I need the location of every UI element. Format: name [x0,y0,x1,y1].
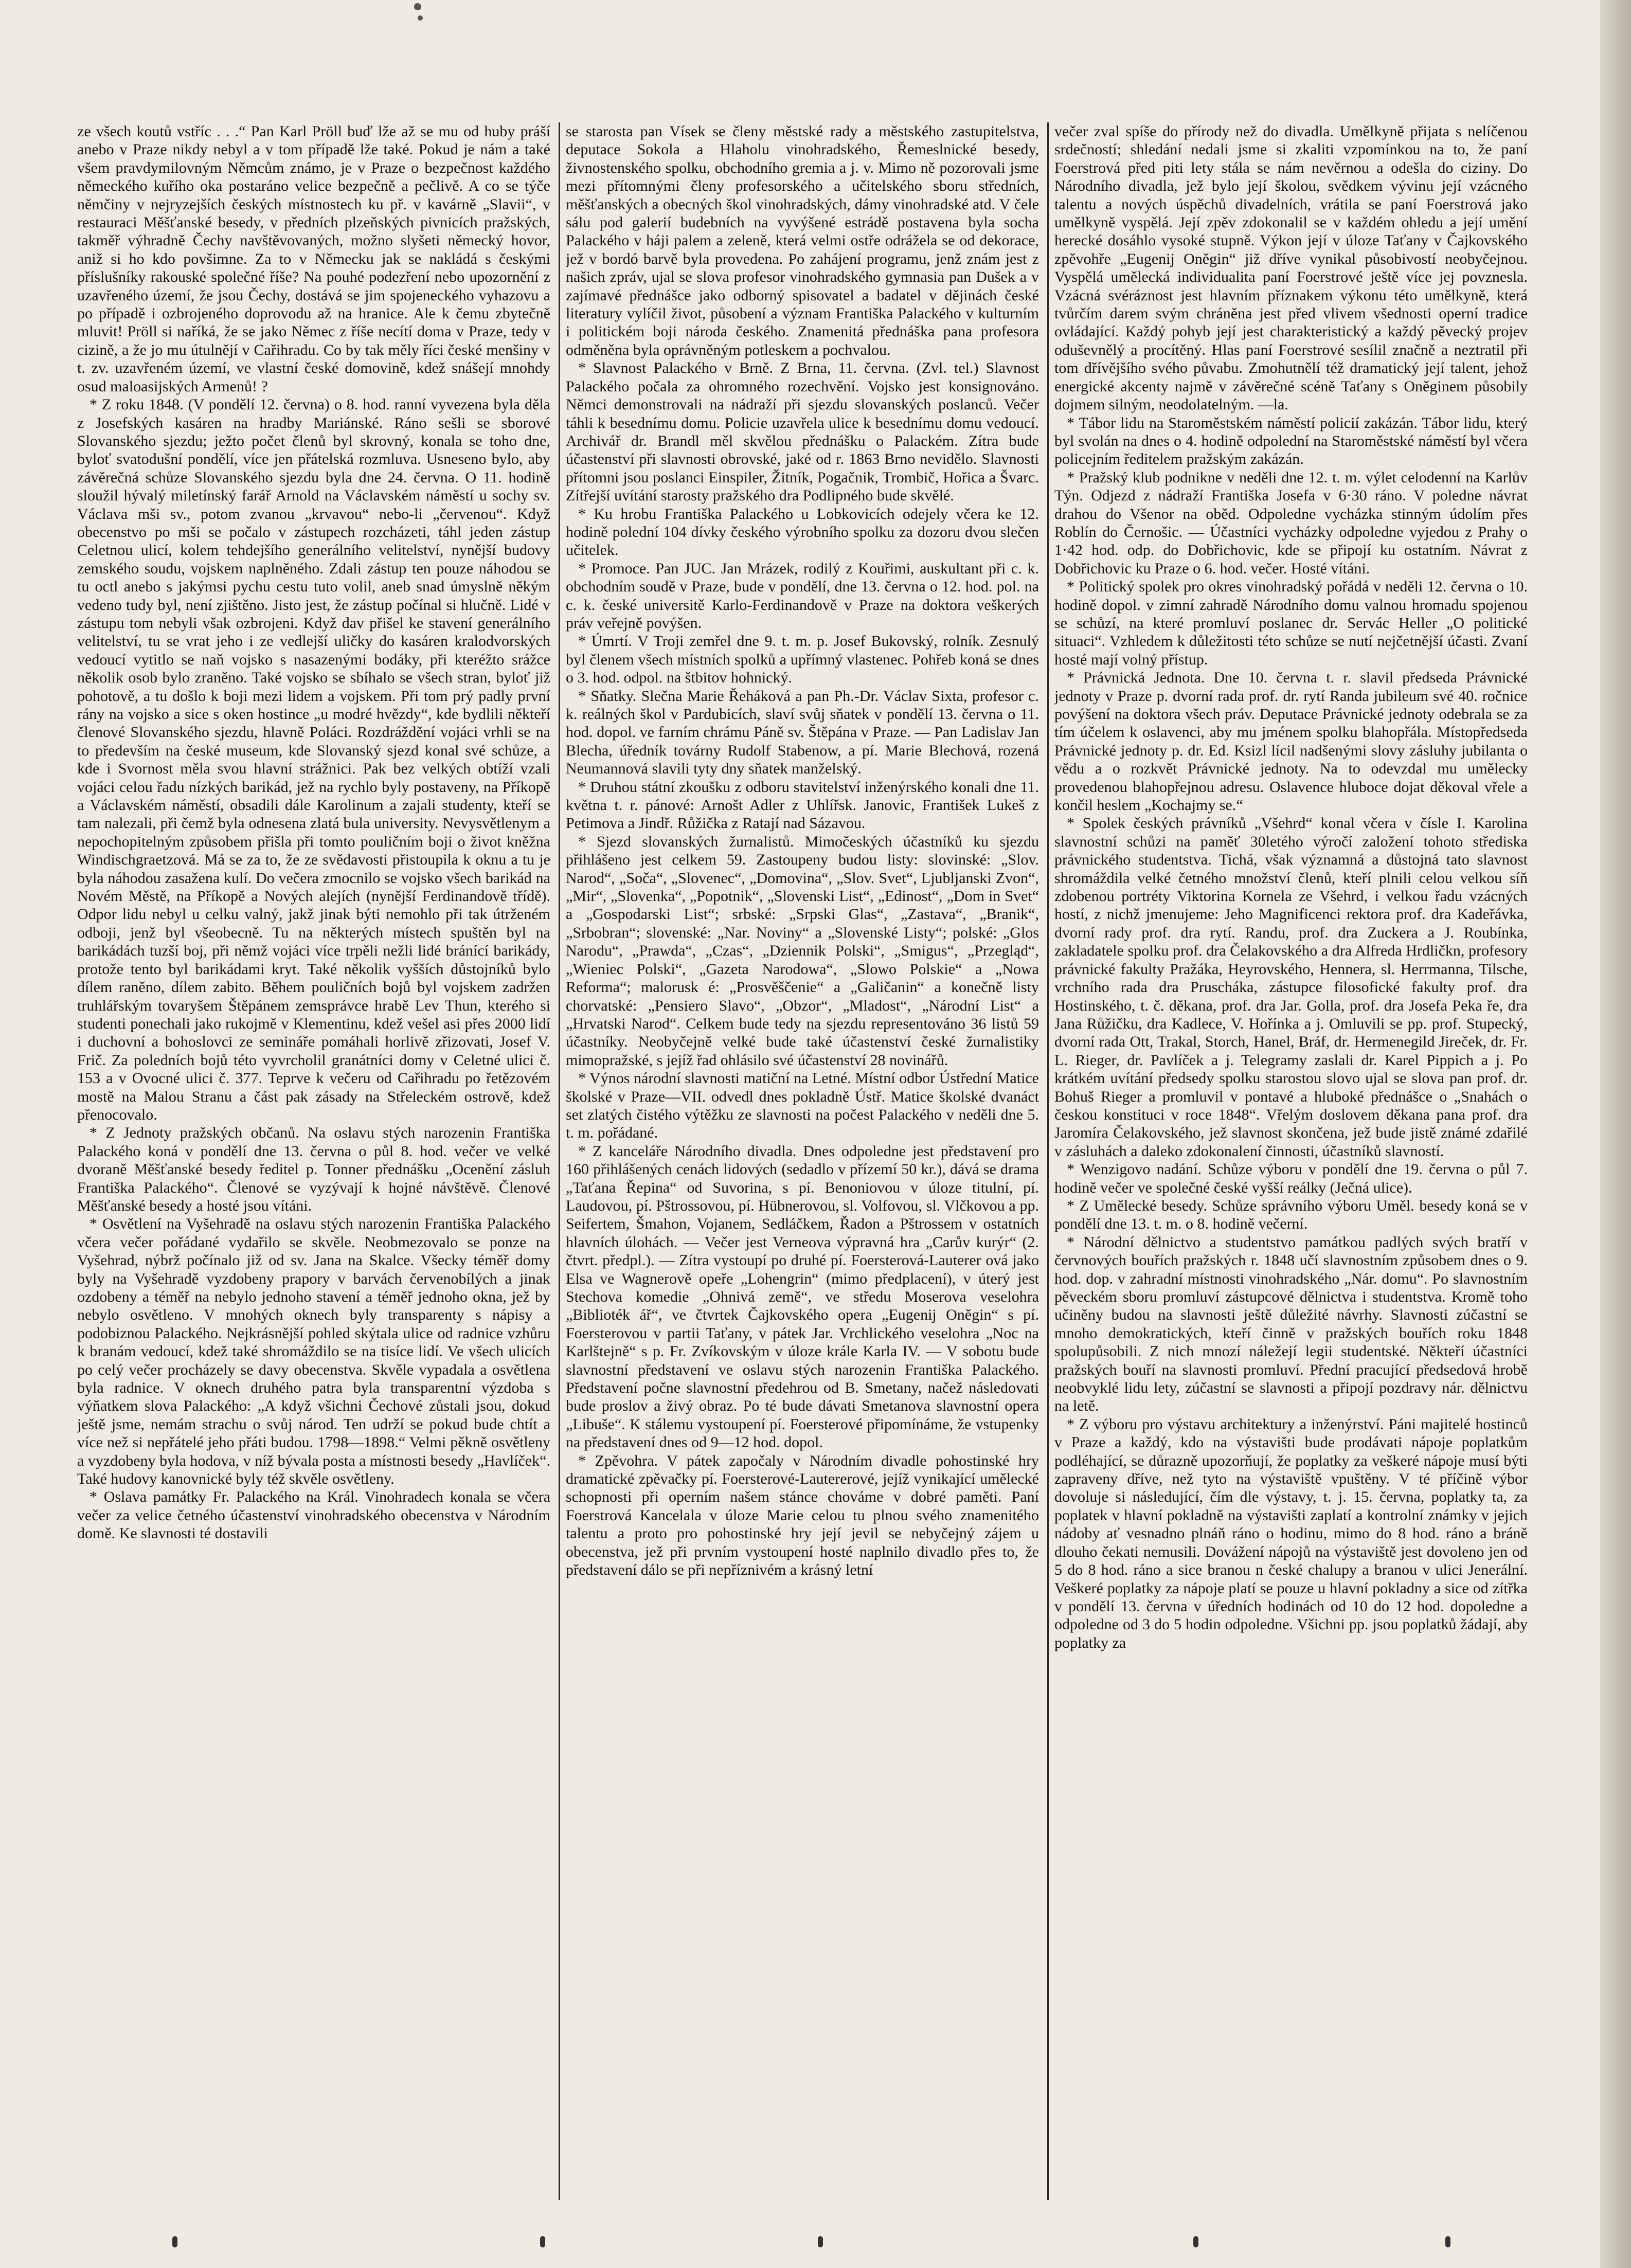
column-divider [559,122,560,2200]
paragraph: * Tábor lidu na Staroměstském náměstí policií zakázán. Tábor lidu, který byl svolán na dnes o 4. hodině odpolední na Staroměstské náměstí byl včera policejním ředitelem pražským zakázán. [1054,414,1528,468]
paragraph: * Zpěvohra. V pátek započaly v Národním divadle pohostinské hry dramatické zpěvačky pí. Foersterové-Lautererové, jejíž vynikající umělecké schopnosti při operním našem stánce chováme v dobré paměti. Paní Foerstrová Kancelala v úloze Marie celou tu plnou svého znamenitého talentu a proto pro pohostinské hry její jevil se nebyčejný zájem u obecenstva, jež při prvním vystoupení hosté naplnilo divadlo přes to, že představení dálo se při nepříznivém a krásný letní [566,1452,1039,1579]
margin-marker [172,2236,177,2247]
column-right [1054,122,1528,2200]
paragraph: * Pražský klub podnikne v neděli dne 12. t. m. výlet celodenní na Karlův Týn. Odjezd z nádraží Františka Josefa v 6·30 ráno. V poledne návrat drahou do Všenor na oběd. Odpoledne vycházka stinným údolím přes Roblín do Černošic. — Účastníci vycházky odpoledne vyjedou z Prahy o 1·42 hod. odp. do Dobřichovic, kde se připojí ku ostatním. Návrat z Dobřichovic ku Praze o 6. hod. večer. Hosté vítáni. [1054,469,1528,577]
paragraph: ze všech koutů vstříc . . .“ Pan Karl Pröll buď lže až se mu od huby práší anebo v Praze nikdy nebyl a v tom případě lže také. Pokud je nám a také všem pravdymilovným Němcům známo, je v Praze o bezpečnost každého německého kuřího oka postaráno velice bezpečně a pečlivě. A co se týče němčiny v nejryzejších českých místnostech ku př. v kavárně „Slavii“, v restauraci Měšťanské besedy, v předních plzeňských pivnicích pražských, takměř výhradně Čechy navštěvovaných, možno slyšeti německý hovor, aniž si ho kdo povšimne. Za to v Německu jak se nakládá s českými příslušníky rakouské společné říše? Na pouhé podezření nebo upozornění z uzavřeného území, že jsou Čechy, dostává se jim spojeneckého vyhazovu a po případě i ozbrojeného doprovodu až na hranice. Ale k čemu zbytečně mluvit! Pröll si naříká, že se jako Němec z říše necítí doma v Praze, tedy v cizině, a že jo mu útulnějí v Cařihradu. Co by tak měly říci české menšiny v t. zv. uzavřeném území, ve vlastní české domovině, kdež snášejí mnohdy osud maloasijských Armenů! ? [77,123,550,395]
paragraph: * Právnická Jednota. Dne 10. června t. r. slavil předseda Právnické jednoty v Praze p. dvorní rada prof. dr. rytí Randa jubileum své 40. ročnice povýšení na doktora všech práv. Deputace Právnické jednoty odebrala se za tím účelem k oslavenci, aby mu jménem spolku blahopřála. Místopředseda Právnické jednoty p. dr. Ed. Ksizl lícil nadšenými slovy zásluhy jubilanta o vědu a o rozkvět Právnické jednoty. Na to odevzdal mu umělecky provedenou blahopřejnou adresu. Oslavence hluboce dojat děkoval vřele a končil heslem „Kochajmy se.“ [1054,669,1528,814]
paragraph: * Politický spolek pro okres vinohradský pořádá v neděli 12. června o 10. hodině dopol. v zimní zahradě Národního domu valnou hromadu spojenou se schůzí, na které promluví poslanec dr. Servác Heller „O politické situaci“. Vzhledem k důležitosti této schůze se nutí nejčetnější účasti. Zvaní hosté mají volný přístup. [1054,578,1528,668]
paragraph: * Úmrtí. V Troji zemřel dne 9. t. m. p. Josef Bukovský, rolník. Zesnulý byl členem všech místních spolků a upřímný vlastenec. Pohřeb koná se dnes o 3. hod. odpol. na štbitov hohnický. [566,633,1039,687]
paragraph: * Sjezd slovanských žurnalistů. Mimočeských účastníků ku sjezdu přihlášeno jest celkem 59. Zastoupeny budou listy: slovinské: „Slov. Narod“, „Soča“, „Slovenec“, „Domovina“, „Slov. Svet“, Ljubljanski Zvon“, „Mir“, „Slovenka“, „Popotnik“, „Slovenski List“, „Edinost“, „Dom in Svet“ a „Gospodarski List“; srbské: „Srpski Glas“, „Zastava“, „Branik“, „Srbobran“; slovenské: „Nar. Noviny“ a „Slovenské Listy“; polské: „Glos Narodu“, „Prawda“, „Czas“, „Dziennik Polski“, „Smigus“, „Przegląd“, „Wieniec Polski“, „Gazeta Narodowa“, „Slowo Polskie“ a „Nowa Reforma“; malorusk é: „Prosvěščenie“ a „Galičanin“ a konečně listy chorvatské: „Pensiero Slavo“, „Obzor“, „Mladost“, „Národní List“ a „Hrvatski Narod“. Celkem bude tedy na sjezdu representováno 36 listů 59 účastníky. Neobyčejně velké bude také účastenství české žurnalistiky mimopražské, s jejíž řad ohlásilo své účastenství 28 novinářů. [566,833,1039,1069]
paragraph: * Sňatky. Slečna Marie Řeháková a pan Ph.-Dr. Václav Sixta, profesor c. k. reálných škol v Pardubicích, slaví svůj sňatek v pondělí 13. června o 11. hod. dopol. ve farním chrámu Páně sv. Štěpána v Praze. — Pan Ladislav Jan Blecha, úředník továrny Rudolf Stabenow, a pí. Marie Blechová, rozená Neumannová slavili tyty dny sňatek manželský. [566,687,1039,778]
text-columns [77,122,1548,2200]
margin-marker [818,2236,823,2247]
paragraph: * Z výboru pro výstavu architektury a inženýrství. Páni majitelé hostinců v Praze a každý, kdo na výstavišti bude prodávati nápoje poplatkům podléhající, se důrazně upozorňují, že poplatky za veškeré nápoje musí býti zapraveny dříve, než tyto na výstaviště vpuštěny. V té příčině výbor dovoluje si následující, čím dle výstavy, t. j. 15. června, poplatky ta, za poplatek v hlavní pokladně na výstavišti zaplatí a kontrolní známky v jejich nádoby ať vesnadno plnáň ráno o hodinu, mimo do 8 hod. ráno a bráně dlouho čekati nemusili. Dovážení nápojů na výstaviště jest dovoleno jen od 5 do 8 hod. ráno a sice branou n české chalupy a branou v ulici Jenerální. Veškeré poplatky za nápoje platí se pouze u hlavní pokladny a sice od zítřka v pondělí 13. června v úředních hodinách od 10 do 12 hod. dopoledne a odpoledne od 3 do 5 hodin odpoledne. Všichni pp. jsou poplatků žádají, aby poplatky za [1054,1415,1528,1651]
page-edge-shadow [1600,0,1631,2268]
paragraph: * Z kanceláře Národního divadla. Dnes odpoledne jest představení pro 160 přihlášených cenách lidových (sedadlo v přízemí 50 kr.), dává se drama „Taťana Řepina“ od Suvorina, s pí. Benoniovou v úloze titulní, pí. Laudovou, pí. Pštrossovou, pí. Hübnerovou, sl. Volfovou, sl. Vlčkovou a pp. Seifertem, Šmahon, Vojanem, Sedláčkem, Řadon a Pštrossem v ostatních hlavních úlohách. — Večer jest Verneova výpravná hra „Carův kurýr“ (2. čtvrt. předpl.). — Zítra vystoupí po druhé pí. Foersterová-Lauterer ová jako Elsa ve Wagnerově opeře „Lohengrin“ (mimo předplacení), v úterý jest Stechova komedie „Ohnivá země“, ve středu Moserova veselohra „Biblioték ář“, ve čtvrtek Čajkovského opera „Eugenij Oněgin“ s pí. Foersterovou v partii Taťany, v pátek Jar. Vrchlického veselohra „Noc na Karlštejně“ s p. Fr. Zvíkovským v úloze krále Karla IV. — V sobotu bude slavnostní představení ve oslavu stých narozenin Františka Palackého. Představení počne slavnostní předehrou od B. Smetany, načež následovati bude proslov a živý obraz. Po té bude dávati Smetanova slavnostní opera „Libuše“. K stálemu vystoupení pí. Foersterové připomínáme, že vstupenky na představení dnes od 9—12 hod. dopol. [566,1142,1039,1451]
paragraph: * Výnos národní slavnosti matiční na Letné. Místní odbor Ústřední Matice školské v Praze—VII. odvedl dnes pokladně Ústř. Matice školské dvanáct set zlatých čistého výtěžku ze slavnosti na počest Palackého v neděli dne 5. t. m. pořádané. [566,1070,1039,1142]
print-speck [418,15,423,21]
paragraph: * Slavnost Palackého v Brně. Z Brna, 11. června. (Zvl. tel.) Slavnost Palackého počala za ohromného rozechvění. Vojsko jest konsignováno. Němci demonstrovali na nádraží při sjezdu slovanských poslanců. Večer táhli k besednímu domu. Policie uzavřela ulice k besednímu domu vedoucí. Archivář dr. Brandl měl skvělou přednášku o Palackém. Zítra bude účastenství při slavnosti obrovské, jaké od r. 1863 Brno nevidělo. Slavnosti přítomni jsou poslanci Einspiler, Žitník, Pogačnik, Trombič, Hořica a Švarc. Zítřejší uvítání starosty pražského dra Podlipného bude skvělé. [566,359,1039,505]
column-divider [1047,122,1049,2200]
paragraph: * Národní dělnictvo a studentstvo památkou padlých svých bratří v červnových bouřích pražských r. 1848 učí slavnostním způsobem dnes o 9. hod. dop. v zahradní místnosti vinohradského „Nár. domu“. Po slavnostním pěveckém sboru promluví zástupcové dělnictva i studentstva. Kromě toho učiněny budou na slavnosti ještě důležité návrhy. Slavnosti zúčastní se mnoho demokratických, kteří činně v pražských bouřích roku 1848 spolupůsobili. Z nich mnozí náležejí legii studentské. Někteří účastníci pražských bouří na slavnosti promluví. Přední pracující předsedová hrobě neobvyklé lidu lety, zúčastní se slavnosti a připojí pozdravy nár. dělnictvu na letě. [1054,1233,1528,1415]
column-middle [566,122,1039,2200]
paragraph: * Ku hrobu Františka Palackého u Lobkovicích odejely včera ke 12. hodině polední 104 dívky českého výrobního spolku za dozoru dvou slečen učitelek. [566,505,1039,559]
paragraph: * Spolek českých právníků „Všehrd“ konal včera v čísle I. Karolina slavnostní schůzi na paměť 30letého výročí založení tohoto střediska právnického studentstva. Tichá, však významná a důstojná tato slavnost shromáždila velké četného množství členů, kteří plnili celou velkou síň zdobenou portréty Viktorina Kornela ze Všehrd, i velkou řadu vzácných hostí, z nichž jmenujeme: Jeho Magnificenci rektora prof. dra Kadeřávka, dvorní rady prof. dra rytí. Randu, prof. dra Zuckera a J. Roubínka, zakladatele spolku prof. dra Čelakovského a dra Alfreda Hrdličkn, profesory právnické fakulty Pražáka, Heyrovského, Hennera, sl. Herrmanna, Tilsche, vrchního rada dra Pruscháka, zástupce filosofické fakulty prof. dra Hostinského, t. č. děkana, prof. dra Jar. Golla, prof. dra Josefa Peka ře, dra Jana Růžičku, dra Kadlece, V. Hořínka a j. Omluvili se pp. prof. Stupecký, dvorní rada Ott, Trakal, Storch, Hanel, Bráf, dr. Hermenegild Jireček, dr. Fr. L. Rieger, dr. Pavlíček a j. Telegramy zaslali dr. Karel Pippich a j. Po krátkém uvítání předsedy spolku starostou slovo ujal se slova pan prof. dr. Bohuš Rieger a promluvil v pontavé a hluboké přednášce o „Snahách o českou konstituci v roce 1848“. Vřelým doslovem děkana pana prof. dra Jaromíra Čelakovského, jež slavnost skončena, jež bude jistě známé zdařilé v zásluhách a daleko zdokonalení činnosti, účastníků slavností. [1054,815,1528,1160]
column-left [77,122,550,2200]
print-speck [414,3,421,10]
margin-marker [1445,2236,1450,2247]
paragraph: * Z Jednoty pražských občanů. Na oslavu stých narozenin Františka Palackého koná v pondělí dne 13. června o půl 8. hod. večer ve velké dvoraně Měšťanské besedy ředitel p. Tonner přednášku „Ocenění zásluh Františka Palackého“. Členové se vyzývají k hojné návštěvě. Členové Měšťanské besedy a hosté jsou vítáni. [77,1124,550,1214]
margin-marker [1193,2236,1198,2247]
paragraph: * Oslava památky Fr. Palackého na Král. Vinohradech konala se včera večer za velice četného účastenství vinohradského obecenstva v Národním domě. Ke slavnosti té dostavili [77,1488,550,1542]
paragraph: * Osvětlení na Vyšehradě na oslavu stých narozenin Františka Palackého včera večer pořádané vydařilo se skvěle. Neobmezovalo se ponze na Vyšehrad, nýbrž počínalo již od sv. Jana na Skalce. Všecky téměř domy byly na Vyšehradě vyzdobeny prapory v barvách červenobílých a jinak ozdobeny a téměř na nebylo jednoho stavení a téměř jednoho okna, jež by nebylo osvětleno. V mnohých oknech byly transparenty s nápisy a podobiznou Palackého. Nejkrásnější pohled skýtala ulice od radnice vzhůru k branám vedoucí, kdež také shromáždilo se na tisíce lidí. Ve všech ulicích po celý večer procházely se davy obecenstva. Skvěle vypadala a osvětlena byla radnice. V oknech druhého patra byla transparentní výzdoba s výňatkem slova Palackého: „A když všichni Čechové zůstali jsou, dokud ještě jsme, nemám strachu o svůj národ. Ten udrží se pokud bude chtít a více než si nepřátelé jeho přáti budou. 1798—1898.“ Velmi pěkně osvětleny a vyzdobeny byla hodova, v níž bývala posta a místnosti besedy „Havlíček“. Také hudovy kanovnické byly též skvěle osvětleny. [77,1215,550,1488]
paragraph: * Promoce. Pan JUC. Jan Mrázek, rodilý z Kouřimi, auskultant při c. k. obchodním soudě v Praze, bude v pondělí, dne 13. června o 12. hod. pol. na c. k. české universitě Karlo-Ferdinandově v Praze na doktora veškerých práv veřejně povýšen. [566,560,1039,632]
paragraph: * Wenzigovo nadání. Schůze výboru v pondělí dne 19. června o půl 7. hodině večer ve společné české vyšší reálky (Ječná ulice). [1054,1161,1528,1196]
paragraph: se starosta pan Vísek se členy městské rady a městského zastupitelstva, deputace Sokola a Hlaholu vinohradského, Řemeslnické besedy, živnostenského spolku, obchodního gremia a j. v. Mimo ně pozorovali jsme mezi přítomnými členy profesorského a učitelského sboru středních, měšťanských a obecných škol vinohradských, dámy vinohradské atd. V čele sálu pod galerií budebních na vyvýšené estrádě postavena byla socha Palackého v háji palem a zeleně, která velmi ostře odrážela se od dekorace, jež v bordó barvě byla provedena. Po zahájení programu, jenž znám jest z našich zpráv, ujal se slova profesor vinohradského gymnasia pan Dušek a v zajímavé přednášce jako odborný spisovatel a badatel v dějinách české literatury vylíčil život, působení a význam Františka Palackého v kulturním i politickém boji národa českého. Znamenitá přednáška pana profesora odměněna byla oprávněným potleskem a pochvalou. [566,123,1039,358]
paragraph: večer zval spíše do přírody než do divadla. Umělkyně přijata s nelíčenou srdečností; shledání nedali jsme si zkaliti vzpomínkou na to, že paní Foerstrová před piti lety stála se nám nevěrnou a odešla do ciziny. Do Národního divadla, jež bylo její školou, svědkem vývinu její vzácného talentu a nových úspěchů divadelních, vrátila se paní Foerstrová jako umělkyně vyspělá. Její zpěv zdokonalil se v každém ohledu a její umění herecké dosáhlo vysoké stupně. Výkon její v úloze Taťany v Čajkovského zpěvohře „Eugenij Oněgin“ již dříve vynikal působivostí neobyčejnou. Vyspělá umělecká individualita paní Foerstrové ještě více jej povznesla. Vzácná svéráznost jest hlavním příznakem výkonu této umělkyně, která tvůrčím darem svým chráněna jest před vlivem všednosti operní tradice ovládající. Každý pohyb její jest charakteristický a každý pěvecký projev oduševnělý a procítěný. Hlas paní Foerstrové sesílil značně a neztratil při tom dřívějšího svého půvabu. Zmohutnělí též dramatický její talent, jehož energické akcenty najmě v závěrečné scéně Taťany s Oněginem působily dojmem silným, neodolatelným. —la. [1054,123,1528,413]
paragraph: * Z roku 1848. (V pondělí 12. června) o 8. hod. ranní vyvezena byla děla z Josefských kasáren na hradby Mariánské. Ráno sešli se sborové Slovanského sjezdu; ježto počet členů byl skrovný, konala se toho dne, byloť svatodušní pondělí, více jen přátelská rozmluva. Usneseno bylo, aby závěrečná schůze Slovanského sjezdu byla dne 24. června. O 11. hodině sloužil hývalý miletínský farář Arnold na Václavském náměstí u sochy sv. Václava mši sv., potom zvanou „krvavou“ nebo-li „červenou“. Když obecenstvo po mši se počalo v zástupech rozcházeti, táhl jeden zástup Celetnou ulicí, kolem tehdejšího generálního velitelství, nynější budovy zemského soudu, vojskem naplněného. Zdali zástup ten pouze náhodou se tu octl anebo s jakýmsi pychu cestu tuto volil, aneb snad úmyslně někým vedeno tudy byl, není zjištěno. Jisto jest, že zástup počínal si hlučně. Lidé v zástupu tom nebyli však ozbrojeni. Když dav přišel ke stavení generálního velitelství, tu se vrat jeho i ze vedlejší uličky do kasáren kralodvorských vedoucí vytitlo se naň vojsko s nasazenými bodáky, při kteréžto srážce několik osob bylo zraněno. Také vojsko se sbíhalo se všech stran, byloť již pohotově, a tu došlo k boji mezi lidem a vojskem. Při tom prý padly první rány na vojsko a sice s oken hostince „u modré hvězdy“, kde bydlili někteří členové Slovanského sjezdu, hlavně Poláci. Rozdráždění vojáci vrhli se na to především na české museum, kde Slovanský sjezd konal své schůze, a kde i Svornost měla svou hlavní strážnici. Pak bez velkých obtíží vzali vojáci celou řadu nízkých barikád, jež na rychlo byly postaveny, na Příkopě a Václavském náměstí, obsadili dále Karolinum a zajali studenty, kteří se tam nalezali, při čemž byla odnesena zlatá bula university. Nevysvětlenym a nepochopitelným způsobem přišla při tomto pouličním boji o život kněžna Windischgraetzová. Má se za to, že ze svědavosti přistoupila k oknu a tu je byla náhodou zasažena kulí. Do večera zmocnilo se vojsko všech barikád na Novém Městě, na Příkopě a Nových alejích (nynější Ferdinandově třídě). Odpor lidu nebyl u celku valný, jakž jinak býti nemohlo při tak útrženém odboji, jenž byl všeobecně. Tu na některých místech spuštěn byl na barikádách tuzší boj, při němž vojáci více trpěli nežli lidé bránící barikády, protože tento byl barikádami kryt. Také několik vyšších důstojníků bylo dílem raněno, dílem zabito. Během pouličních bojů byl vojskem zadržen truhlářským tovaryšem Štěpánem zemsprávce hrabě Lev Thun, kterého si studenti ponechali jako rukojmě v Klementinu, kdež vešel asi přes 2000 lidí i duchovní a bohoslovci ze semináře pomáhali horlivě zřizovati, Josef V. Frič. Za poledních bojů této vyvrcholil granátníci domy v Celetné ulici č. 153 a v Ovocné ulici č. 377. Teprve k večeru od Cařihradu po řetězovém mostě na Malou Stranu a část pak zásady na Střeleckém ostrově, kdež přenocovalo. [77,396,550,1123]
paragraph: * Druhou státní zkoušku z odboru stavitelství inženýrského konali dne 11. května t. r. pánové: Arnošt Adler z Uhlířsk. Janovic, František Lukeš z Petimova a Jindř. Růžička z Ratají nad Sázavou. [566,778,1039,832]
margin-marker [540,2236,545,2247]
paragraph: * Z Umělecké besedy. Schůze správního výboru Uměl. besedy koná se v pondělí dne 13. t. m. o 8. hodině večerní. [1054,1197,1528,1233]
